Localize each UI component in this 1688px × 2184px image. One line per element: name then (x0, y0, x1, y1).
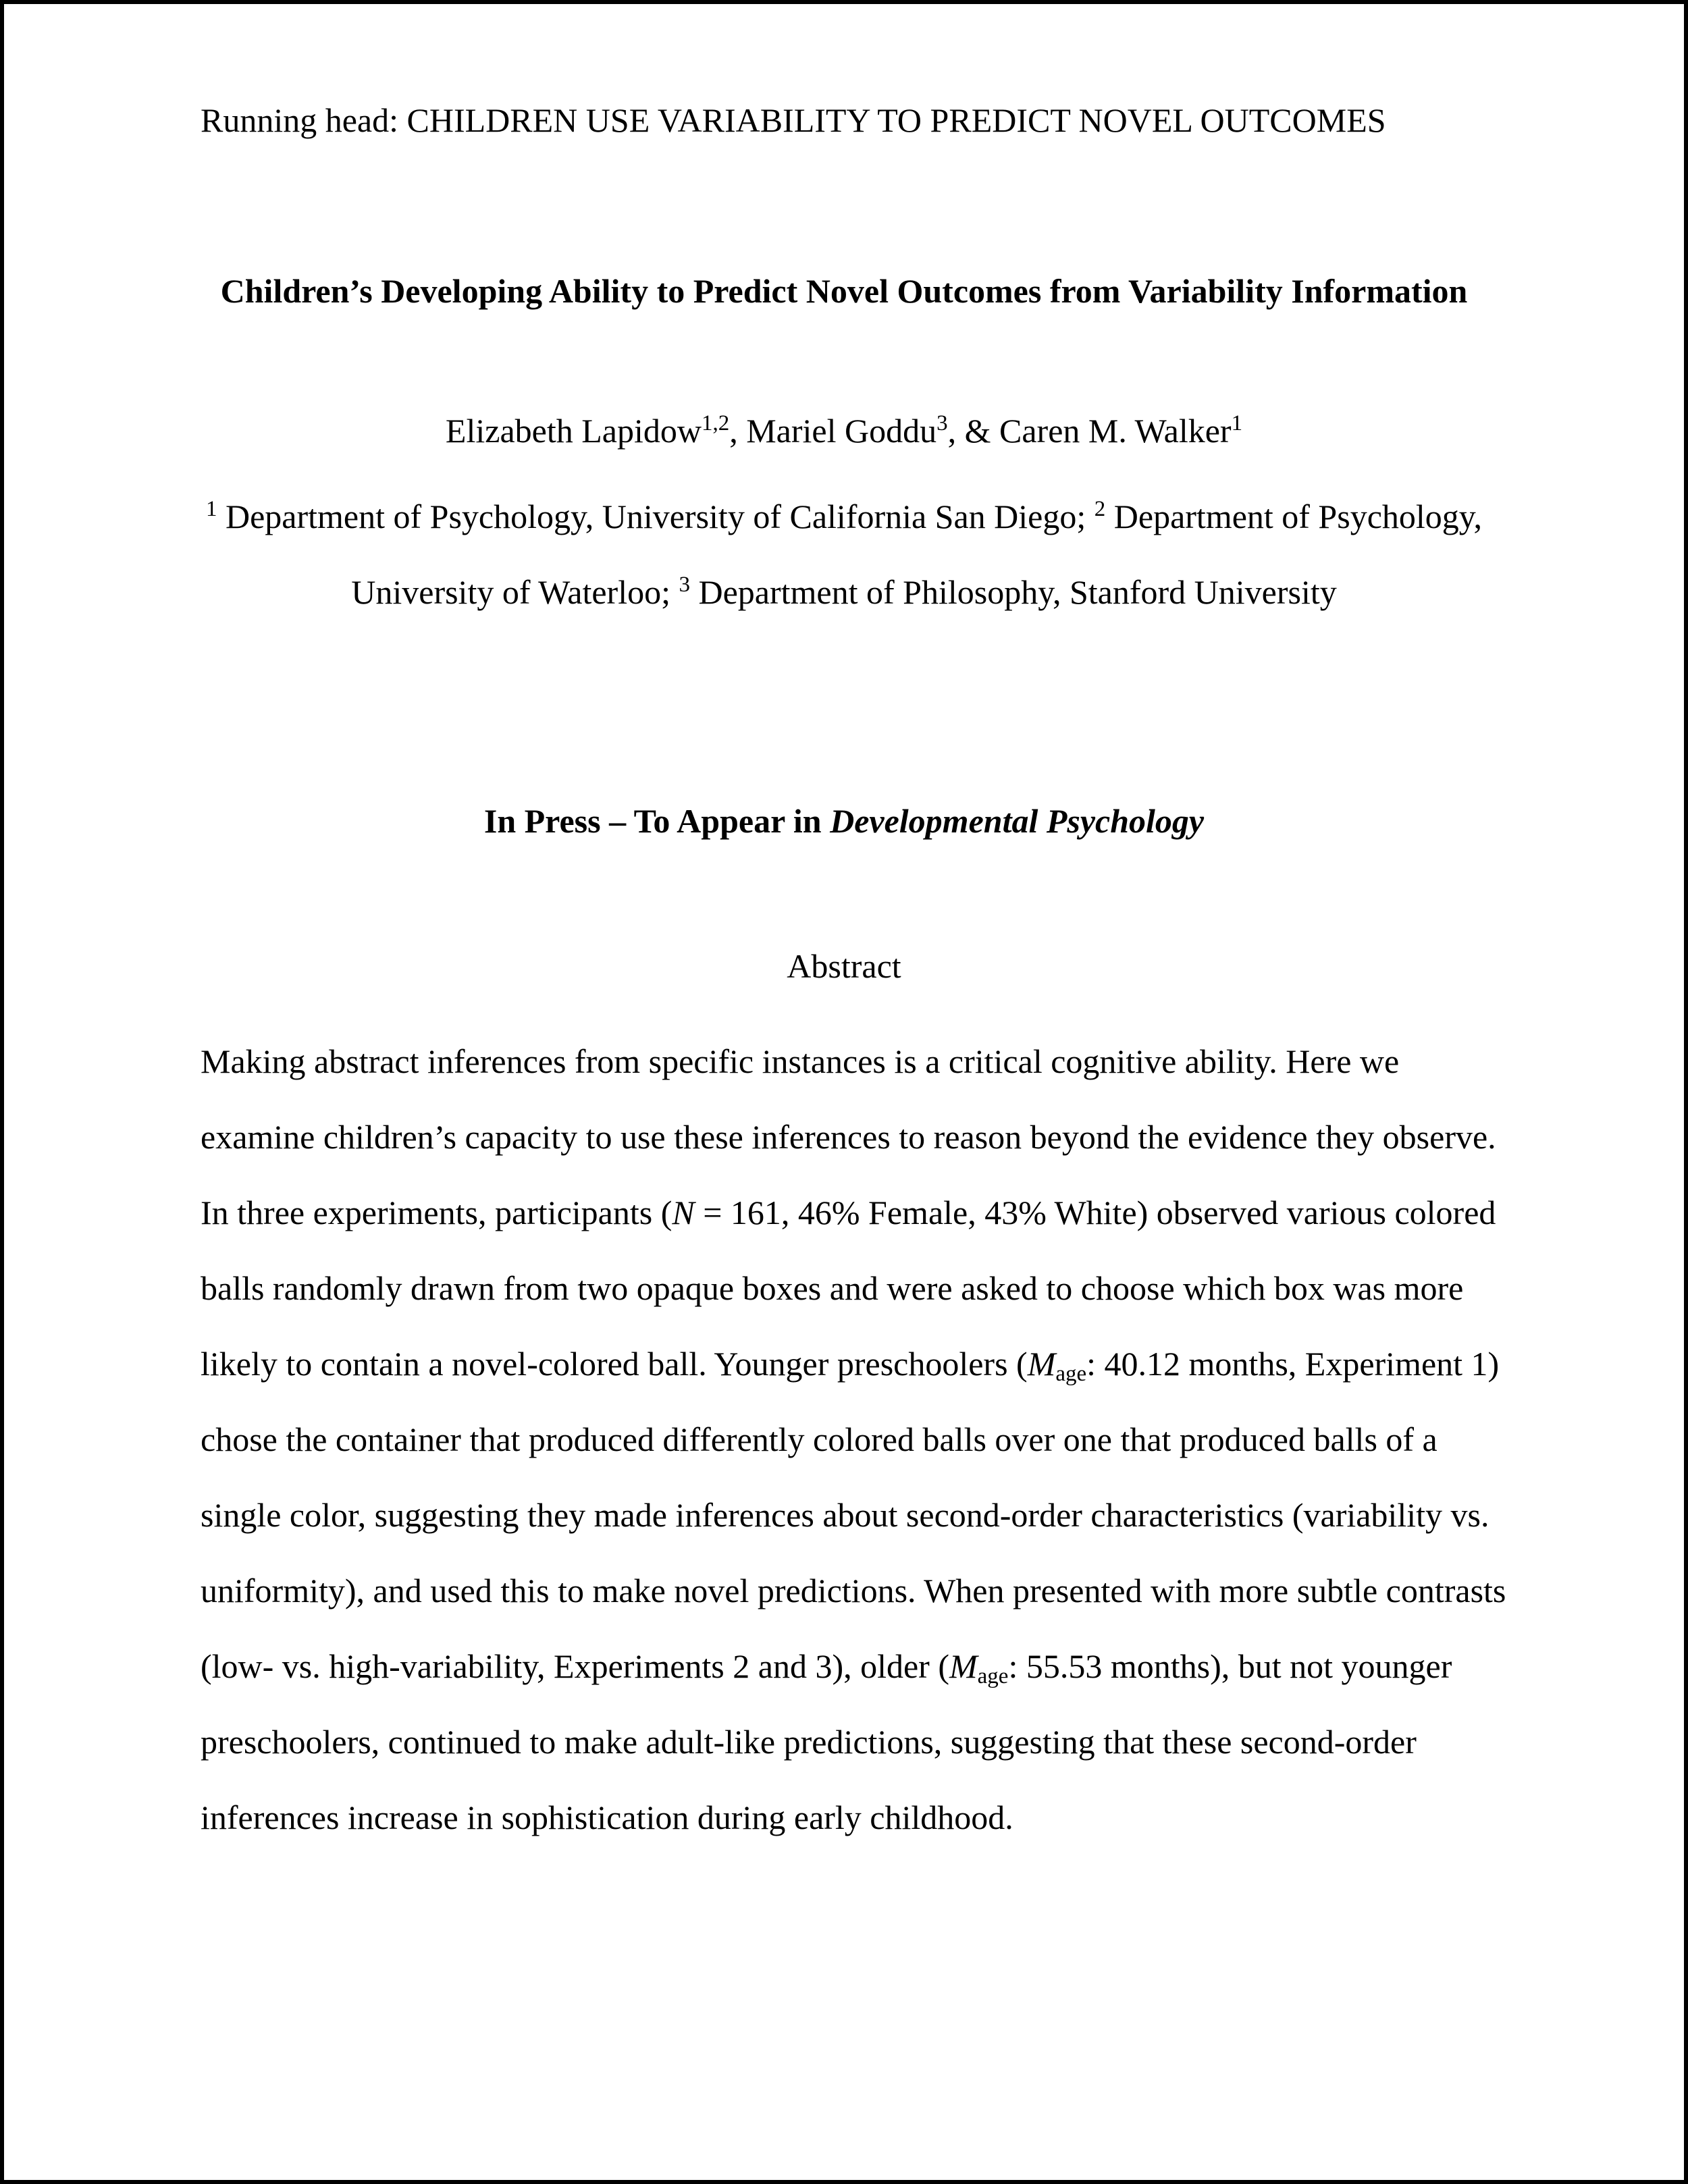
abstract-heading: Abstract (787, 947, 901, 985)
author-separator: , (729, 412, 747, 450)
affiliation-marker: 2 (1094, 497, 1106, 521)
affiliation-marker: 3 (679, 572, 690, 597)
abstract-line: preschoolers, continued to make adult-like predictions, suggesting that these second-order (201, 1723, 1417, 1761)
abstract-line (201, 1643, 1452, 1690)
paper-title: Children’s Developing Ability to Predict Novel Outcomes from Variability Information (220, 272, 1468, 310)
running-head: Running head: CHILDREN USE VARIABILITY TO PREDICT NOVEL OUTCOMES (201, 101, 1386, 139)
stat-symbol: M (949, 1647, 978, 1685)
abstract-text: (low- vs. high-variability, Experiments 2 and 3), older ( (201, 1647, 949, 1685)
affiliation-text: Department of Philosophy, Stanford University (689, 573, 1337, 611)
affiliation-marker: 1 (205, 497, 217, 521)
author-name: Caren M. Walker (999, 412, 1232, 450)
abstract-line (201, 1189, 1496, 1236)
abstract-line: chose the container that produced differently colored balls over one that produced balls of a (201, 1420, 1438, 1458)
stat-symbol: M (1027, 1345, 1056, 1383)
abstract-line (201, 1340, 1499, 1387)
abstract-line: inferences increase in sophistication during early childhood. (201, 1799, 1013, 1836)
abstract-text: In three experiments, participants ( (201, 1194, 672, 1231)
press-status-prefix: In Press – To Appear in (483, 802, 830, 840)
abstract-text: = 161, 46% Female, 43% White) observed various colored (694, 1194, 1496, 1231)
stat-subscript: age (977, 1664, 1009, 1688)
affiliation-text: University of Waterloo; (351, 573, 679, 611)
abstract-text: : 40.12 months, Experiment 1) (1086, 1345, 1500, 1383)
affiliation-line-2 (0, 568, 1688, 616)
author-list (0, 407, 1688, 454)
abstract-line: single color, suggesting they made inferences about second-order characteristics (variability vs. (201, 1496, 1489, 1534)
author-affiliation-marker: 1,2 (701, 411, 730, 435)
stat-subscript: age (1055, 1362, 1087, 1386)
abstract-line: balls randomly drawn from two opaque boxes and were asked to choose which box was more (201, 1269, 1464, 1307)
abstract-line: uniformity), and used this to make novel predictions. When presented with more subtle contrasts (201, 1572, 1506, 1609)
affiliation-line-1 (0, 493, 1688, 540)
affiliation-text: Department of Psychology, University of California San Diego; (217, 498, 1094, 535)
journal-name: Developmental Psychology (830, 802, 1205, 840)
abstract-text: likely to contain a novel-colored ball. Younger preschoolers ( (201, 1345, 1028, 1383)
author-name: Mariel Goddu (746, 412, 937, 450)
author-separator: , & (947, 412, 999, 450)
abstract-line: examine children’s capacity to use these inferences to reason beyond the evidence they observe. (201, 1118, 1496, 1156)
author-affiliation-marker: 1 (1231, 411, 1243, 435)
author-name: Elizabeth Lapidow (445, 412, 702, 450)
author-affiliation-marker: 3 (937, 411, 948, 435)
abstract-text: : 55.53 months), but not younger (1008, 1647, 1452, 1685)
abstract-line: Making abstract inferences from specific instances is a critical cognitive ability. Here we (201, 1042, 1400, 1080)
stat-symbol: N (672, 1194, 695, 1231)
affiliation-text: Department of Psychology, (1105, 498, 1483, 535)
press-status (0, 797, 1688, 845)
